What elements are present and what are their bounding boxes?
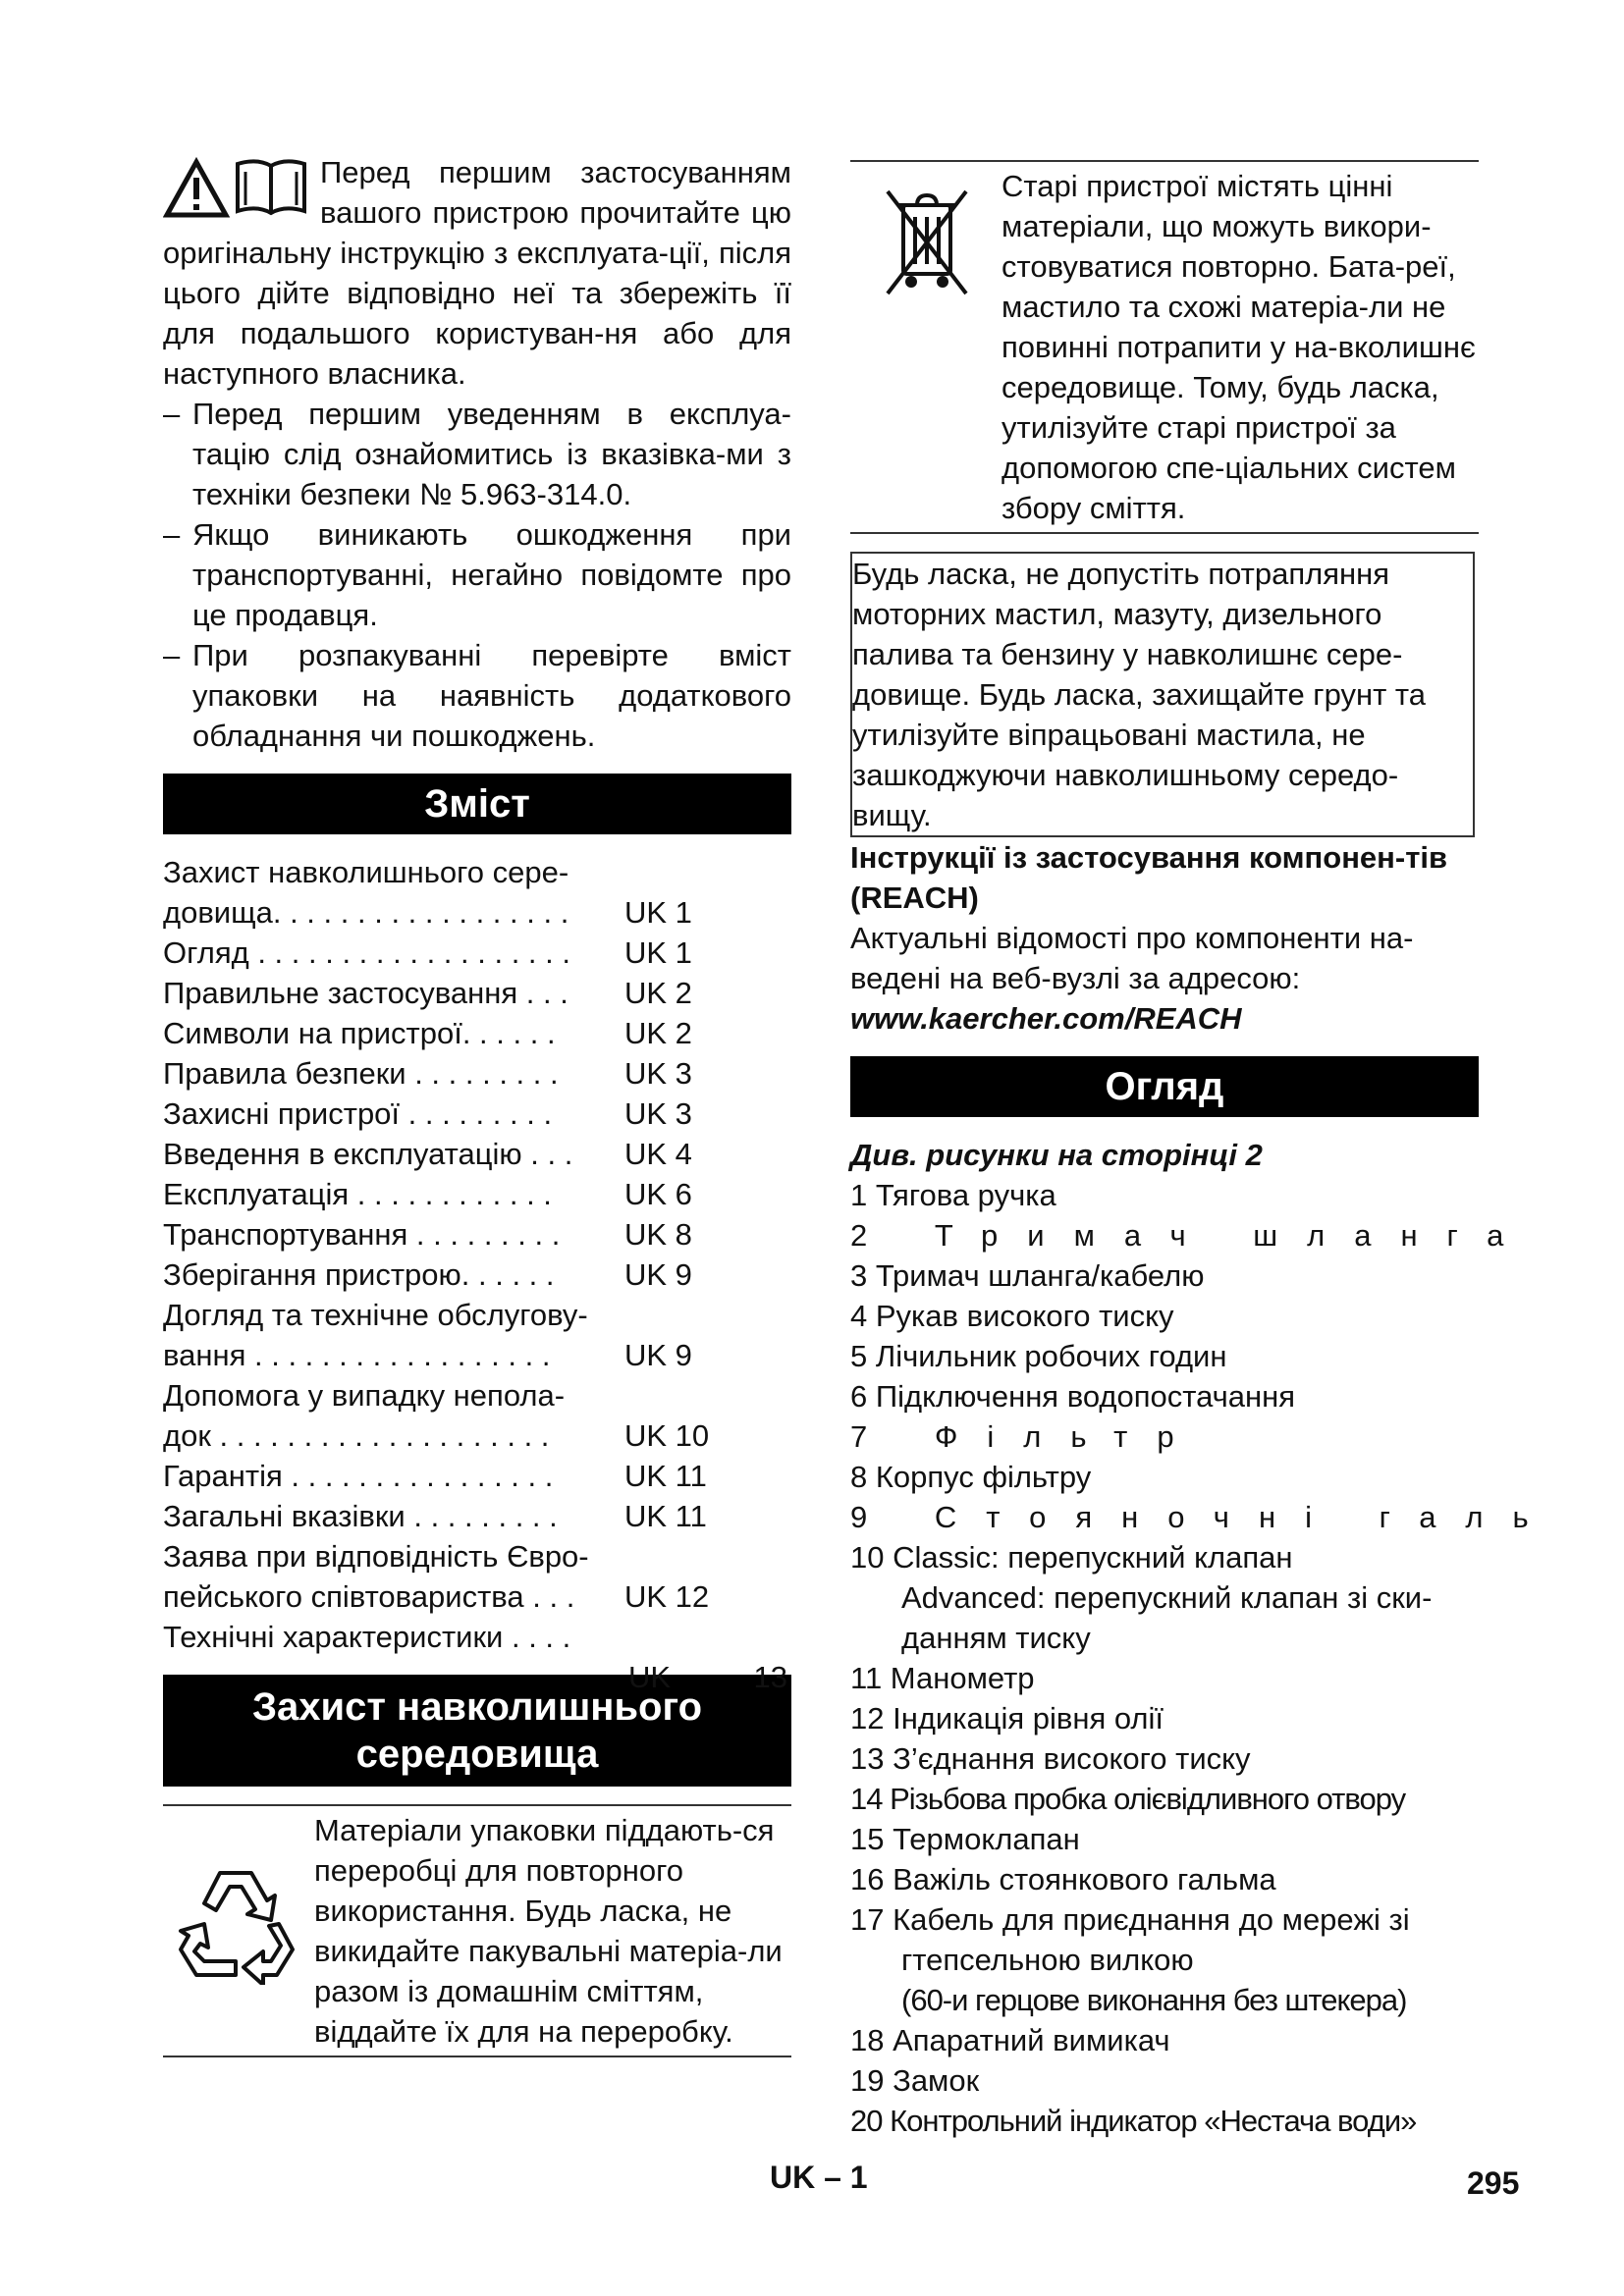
list-item: 16 Важіль стоянкового гальма <box>850 1862 1276 1896</box>
toc-entry[interactable]: Огляд . . . . . . . . . . . . . . . . . . . UK 1 <box>163 935 692 970</box>
packaging-recycling <box>163 1806 791 2056</box>
toc-entry[interactable]: Зберігання пристрою. . . . . . UK 9 <box>163 1257 692 1292</box>
list-item: 17 Кабель для приєднання до мережі зі <box>850 1902 1410 1937</box>
list-item: 7 Фільтр <box>850 1419 1204 1454</box>
toc-entry[interactable]: док . . . . . . . . . . . . . . . . . . . . UK 10 <box>163 1418 710 1453</box>
toc-entry[interactable]: Правильне застосування . . . UK 2 <box>163 976 692 1010</box>
toc-entry[interactable]: Захисні пристрої . . . . . . . . . UK 3 <box>163 1096 692 1131</box>
page-number: 295 <box>1467 2165 1520 2201</box>
footer-section-label: UK – 1 <box>770 2160 868 2195</box>
list-item: 19 Замок <box>850 2063 980 2098</box>
toc-entry[interactable]: пейського співтовариства . . . UK 12 <box>163 1579 710 1614</box>
recycle-icon <box>177 1863 295 1985</box>
list-item: 18 Апаратний вимикач <box>850 2023 1170 2057</box>
toc-entry[interactable]: Захист навколишнього сере- <box>163 855 569 889</box>
list-item: 5 Лічильник робочих годин <box>850 1339 1227 1373</box>
list-item: 15 Термоклапан <box>850 1822 1080 1856</box>
toc-entry[interactable]: Введення в експлуатацію . . . UK 4 <box>163 1137 692 1171</box>
left-column <box>163 152 791 2057</box>
component-list <box>850 1175 1558 2141</box>
intro-bullet: – Якщо виникають ошкодження при транспортуванні, негайно повідомте про це продавця. <box>163 517 791 632</box>
toc-entry[interactable]: довища. . . . . . . . . . . . . . . . . . UK 1 <box>163 895 692 930</box>
list-item: данням тиску <box>901 1621 1091 1655</box>
toc-entry[interactable]: Заява при відповідність Євро- <box>163 1539 589 1574</box>
divider <box>850 532 1479 534</box>
list-item: 8 Корпус фільтру <box>850 1460 1092 1494</box>
reach-heading: Інструкції із застосування компонен-тів (REACH) <box>850 840 1448 915</box>
toc-entry[interactable]: Транспортування . . . . . . . . . UK 8 <box>163 1217 692 1252</box>
list-item: 10 Classic: перепускний клапан <box>850 1540 1293 1575</box>
oil-warning-box: Будь ласка, не допустіть потрапляння моторних мастил, мазуту, дизельного палива та бензину у навколишнє сере-довище. Будь ласка, захищайте грунт та утилізуйте віпрацьовані мастила, не зашкоджуючи навколишньому середо-вищу. <box>850 552 1475 837</box>
list-item: (60-и герцове виконання без штекера) <box>901 1983 1407 2017</box>
env-heading: Захист навколишнього середовища <box>163 1675 791 1787</box>
reach-text: Актуальні відомості про компоненти на-ведені на веб-вузлі за адресою: <box>850 921 1414 995</box>
intro-bullet: – При розпакуванні перевірте вміст упаковки на наявність додаткового обладнання чи пошкоджень. <box>163 638 791 753</box>
toc-entry[interactable]: Правила безпеки . . . . . . . . . UK 3 <box>163 1056 692 1091</box>
list-item: 13 З’єднання високого тиску <box>850 1741 1251 1776</box>
list-item: 11 Манометр <box>850 1661 1035 1695</box>
toc-entry[interactable]: Догляд та технічне обслугову- <box>163 1298 588 1332</box>
toc-entry[interactable]: Загальні вказівки . . . . . . . . . UK 11 <box>163 1499 707 1533</box>
right-column <box>850 152 1558 2141</box>
table-of-contents <box>163 852 791 1694</box>
warning-manual-icon <box>163 154 308 219</box>
toc-entry-last[interactable]: Технічні характеристики . . . . UK 13 <box>163 1620 787 1694</box>
list-item: 4 Рукав високого тиску <box>850 1299 1174 1333</box>
list-item: 14 Різьбова пробка олієвідливного отвору <box>850 1782 1406 1816</box>
overview-heading: Огляд <box>850 1056 1479 1117</box>
overview-reference: Див. рисунки на сторінці 2 <box>850 1138 1263 1172</box>
intro-section <box>163 152 791 756</box>
divider <box>163 2056 791 2057</box>
packaging-text: Матеріали упаковки піддають-ся переробці для повторного використання. Будь ласка, не викидайте пакувальні матеріа-ли разом із домашнім сміттям, віддайте їх для на переробку. <box>314 1813 783 2049</box>
toc-entry[interactable]: Допомога у випадку непола- <box>163 1378 566 1413</box>
intro-text: Перед першим застосуванням вашого пристрою прочитайте цю оригінальну інструкцію з експлуата-ції, після цього дійте відповідно неї та збережіть її для подальшого користуван-ня або для наступного власника. <box>163 155 791 391</box>
intro-bullet: – Перед першим уведенням в експлуа-тацію слід ознайомитись із вказівка-ми з техніки безпеки № 5.963-314.0. <box>163 397 791 511</box>
list-item: 6 Підключення водопостачання <box>850 1379 1296 1414</box>
list-item: 9 Стояночні галь <box>850 1500 1558 1534</box>
toc-entry[interactable]: Експлуатація . . . . . . . . . . . . UK 6 <box>163 1177 692 1211</box>
toc-entry[interactable]: Символи на пристрої. . . . . . UK 2 <box>163 1016 692 1050</box>
toc-entry[interactable]: Гарантія . . . . . . . . . . . . . . . . UK 11 <box>163 1459 707 1493</box>
list-item: 2 Тримач шланга <box>850 1218 1534 1253</box>
weee-section <box>850 162 1479 532</box>
list-item: Advanced: перепускний клапан зі ски- <box>901 1580 1433 1615</box>
toc-heading: Зміст <box>163 774 791 834</box>
list-item: 12 Індикація рівня олії <box>850 1701 1164 1735</box>
list-item: 1 Тягова ручка <box>850 1178 1056 1212</box>
reach-url[interactable]: www.kaercher.com/REACH <box>850 1001 1242 1036</box>
crossed-bin-icon <box>884 187 970 297</box>
list-item: 20 Контрольний індикатор «Нестача води» <box>850 2104 1417 2138</box>
toc-entry[interactable]: вання . . . . . . . . . . . . . . . . . . UK 9 <box>163 1338 692 1372</box>
list-item: гтепсельною вилкою <box>901 1943 1194 1977</box>
list-item: 3 Тримач шланга/кабелю <box>850 1258 1205 1293</box>
weee-text: Старі пристрої містять цінні матеріали, що можуть викори-стовуватися повторно. Бата-реї, мастило та схожі матеріа-ли не повинні потрапити у на-вколишнє середовище. Тому, будь ласка, утилізуйте старі пристрої за допомогою спе-ціальних систем збору сміття. <box>1001 169 1476 525</box>
